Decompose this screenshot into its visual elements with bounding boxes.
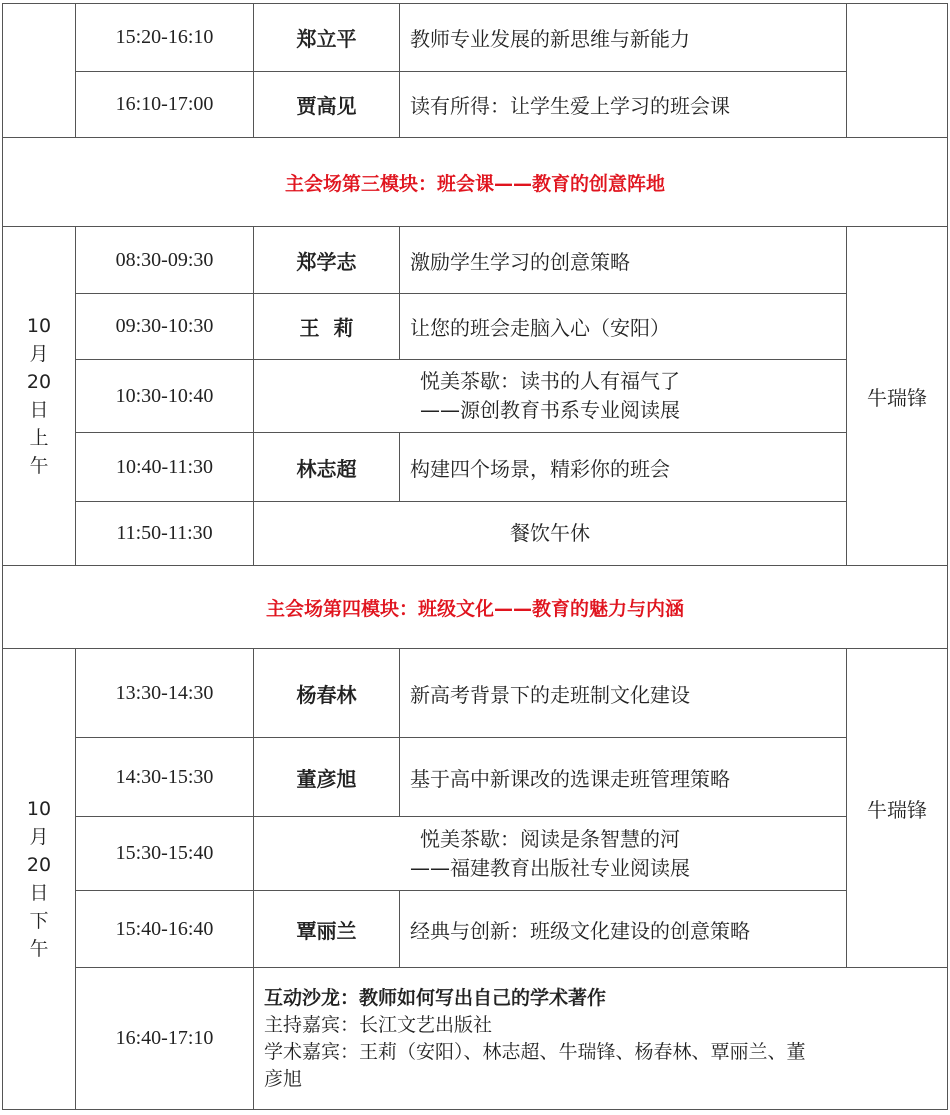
time-cell: 10:30-10:40 [76,360,254,433]
module-title: 主会场第四模块：班级文化——教育的魅力与内涵 [3,566,948,649]
lunch-cell: 餐饮午休 [254,502,847,566]
salon-title: 互动沙龙：教师如何写出自己的学术著作 [264,986,607,1009]
tea-break-cell [254,360,847,433]
table-row [3,891,948,968]
speaker-cell: 林志超 [254,433,400,502]
speaker-cell: 杨春林 [254,649,400,738]
table-row [3,433,948,502]
salon-cell [254,968,948,1110]
table-row [3,227,948,294]
time-cell: 08:30-09:30 [76,227,254,294]
topic-cell: 教师专业发展的新思维与新能力 [400,4,847,72]
speaker-cell: 郑立平 [254,4,400,72]
module-row [3,566,948,649]
topic-cell: 激励学生学习的创意策略 [400,227,847,294]
table-row [3,502,948,566]
speaker-cell: 董彦旭 [254,738,400,817]
tea-break-line: ——福建教育出版社专业阅读展 [410,855,690,880]
time-cell: 15:40-16:40 [76,891,254,968]
time-cell: 15:20-16:10 [76,4,254,72]
topic-cell: 读有所得：让学生爱上学习的班会课 [400,72,847,138]
speaker-cell: 郑学志 [254,227,400,294]
empty-date-cell [3,4,76,138]
time-cell: 11:50-11:30 [76,502,254,566]
time-cell: 16:40-17:10 [76,968,254,1110]
host-cell-afternoon: 牛瑞锋 [847,649,948,968]
tea-break-line: ——源创教育书系专业阅读展 [420,398,680,422]
table-row [3,817,948,891]
table-row [3,968,948,1110]
topic-cell: 让您的班会走脑入心（安阳） [400,294,847,360]
table-row [3,294,948,360]
table-row [3,738,948,817]
date-cell-morning: 10 月 20 日 上 午 [3,227,76,566]
salon-guests: 学术嘉宾：王莉（安阳）、林志超、牛瑞锋、杨春林、覃丽兰、董 [264,1040,806,1063]
table-row [3,4,948,72]
module-row [3,138,948,227]
time-cell: 10:40-11:30 [76,433,254,502]
time-cell: 14:30-15:30 [76,738,254,817]
table-row [3,72,948,138]
salon-host: 主持嘉宾：长江文艺出版社 [264,1013,493,1036]
schedule-table [2,3,948,1110]
time-cell: 13:30-14:30 [76,649,254,738]
topic-cell: 经典与创新：班级文化建设的创意策略 [400,891,847,968]
speaker-cell: 覃丽兰 [254,891,400,968]
topic-cell: 构建四个场景，精彩你的班会 [400,433,847,502]
table-row [3,360,948,433]
time-cell: 16:10-17:00 [76,72,254,138]
empty-host-cell [847,4,948,138]
salon-guests-cont: 彦旭 [264,1067,303,1090]
time-cell: 09:30-10:30 [76,294,254,360]
speaker-cell: 王 莉 [254,294,400,360]
speaker-cell: 贾高见 [254,72,400,138]
topic-cell: 基于高中新课改的选课走班管理策略 [400,738,847,817]
tea-break-line: 悦美茶歇：读书的人有福气了 [420,369,680,393]
time-cell: 15:30-15:40 [76,817,254,891]
host-cell-morning: 牛瑞锋 [847,227,948,566]
table-row [3,649,948,738]
topic-cell: 新高考背景下的走班制文化建设 [400,649,847,738]
tea-break-line: 悦美茶歇：阅读是条智慧的河 [420,826,680,851]
date-cell-afternoon: 10 月 20 日 下 午 [3,649,76,1110]
module-title: 主会场第三模块：班会课——教育的创意阵地 [3,138,948,227]
tea-break-cell [254,817,847,891]
